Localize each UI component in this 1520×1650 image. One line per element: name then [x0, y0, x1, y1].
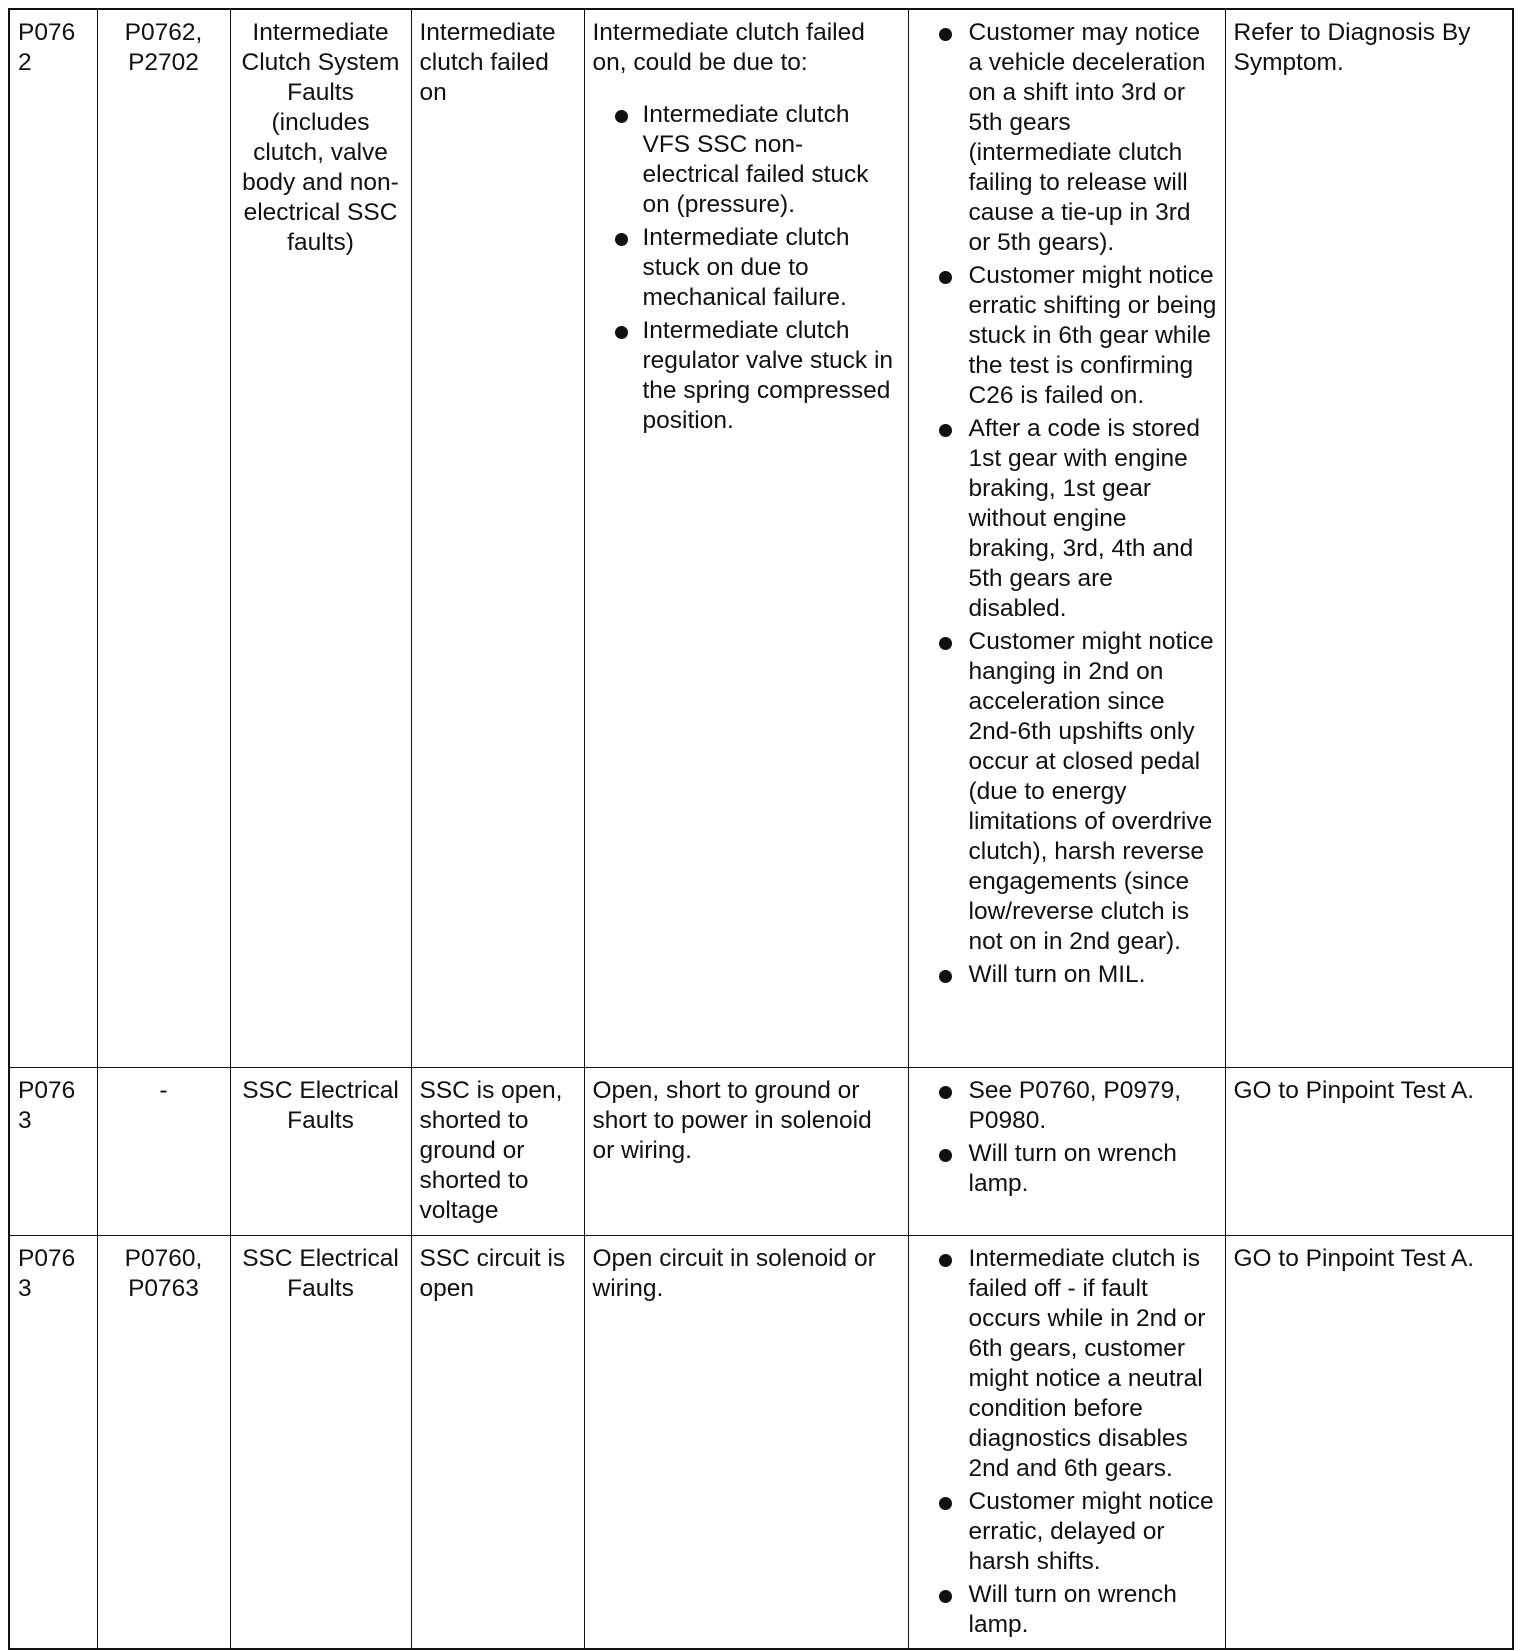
list-item: Will turn on MIL.	[917, 960, 1217, 990]
bullet-icon	[615, 110, 628, 123]
table-row	[9, 1067, 1513, 1235]
symptoms-cell	[908, 1067, 1225, 1235]
table-row	[9, 9, 1513, 1067]
category-cell: SSC Electrical Faults	[230, 1067, 411, 1235]
bullet-icon	[939, 1254, 952, 1267]
category-cell: Intermediate Clutch System Faults (includes clutch, valve body and non-electrical SSC faults)	[230, 9, 411, 1067]
bullet-icon	[615, 326, 628, 339]
list-item: Customer may notice a vehicle deceleration on a shift into 3rd or 5th gears (intermediate clutch failing to release will cause a tie-up in 3rd or 5th gears).	[917, 18, 1217, 258]
related-codes-cell: P0760, P0763	[97, 1235, 230, 1649]
list-item: Intermediate clutch stuck on due to mechanical failure.	[593, 223, 900, 313]
symptoms-cell	[908, 1235, 1225, 1649]
bullet-icon	[939, 1149, 952, 1162]
bullet-icon	[939, 1086, 952, 1099]
list-item: Customer might notice erratic, delayed or harsh shifts.	[917, 1487, 1217, 1577]
symptom-list	[917, 1244, 1217, 1640]
condition-cell: Intermediate clutch failed on	[411, 9, 584, 1067]
bullet-icon	[939, 424, 952, 437]
category-cell: SSC Electrical Faults	[230, 1235, 411, 1649]
bullet-icon	[615, 233, 628, 246]
list-item: Intermediate clutch regulator valve stuck in the spring compressed position.	[593, 316, 900, 436]
bullet-icon	[939, 1497, 952, 1510]
possible-cause-intro: Intermediate clutch failed on, could be due to:	[592, 19, 865, 76]
list-item: Intermediate clutch VFS SSC non-electrical failed stuck on (pressure).	[593, 100, 900, 220]
dtc-table	[8, 8, 1514, 1650]
symptom-list	[917, 1076, 1217, 1199]
list-item: Customer might notice hanging in 2nd on acceleration since 2nd-6th upshifts only occur at closed pedal (due to energy limitations of overdrive clutch), harsh reverse engagements (since low/reverse clutch is not on in 2nd gear).	[917, 627, 1217, 957]
symptoms-cell	[908, 9, 1225, 1067]
related-codes-cell: P0762, P2702	[97, 9, 230, 1067]
bullet-icon	[939, 271, 952, 284]
list-item: After a code is stored 1st gear with engine braking, 1st gear without engine braking, 3rd, 4th and 5th gears are disabled.	[917, 414, 1217, 624]
condition-cell: SSC circuit is open	[411, 1235, 584, 1649]
list-item: See P0760, P0979, P0980.	[917, 1076, 1217, 1136]
table-row	[9, 1235, 1513, 1649]
action-cell: GO to Pinpoint Test A.	[1225, 1067, 1513, 1235]
possible-cause-cell	[584, 9, 908, 1067]
symptom-list	[917, 18, 1217, 990]
related-codes-cell: -	[97, 1067, 230, 1235]
possible-cause-cell: Open circuit in solenoid or wiring.	[584, 1235, 908, 1649]
bullet-icon	[939, 970, 952, 983]
dtc-code-cell: P0762	[9, 9, 97, 1067]
bullet-icon	[939, 637, 952, 650]
possible-cause-list	[593, 100, 900, 436]
list-item: Intermediate clutch is failed off - if fault occurs while in 2nd or 6th gears, customer might notice a neutral condition before diagnostics disables 2nd and 6th gears.	[917, 1244, 1217, 1484]
dtc-code-cell: P0763	[9, 1235, 97, 1649]
bullet-icon	[939, 28, 952, 41]
action-cell: GO to Pinpoint Test A.	[1225, 1235, 1513, 1649]
bullet-icon	[939, 1590, 952, 1603]
condition-cell: SSC is open, shorted to ground or shorted to voltage	[411, 1067, 584, 1235]
possible-cause-cell: Open, short to ground or short to power in solenoid or wiring.	[584, 1067, 908, 1235]
list-item: Will turn on wrench lamp.	[917, 1580, 1217, 1640]
dtc-code-cell: P0763	[9, 1067, 97, 1235]
list-item: Will turn on wrench lamp.	[917, 1139, 1217, 1199]
action-cell: Refer to Diagnosis By Symptom.	[1225, 9, 1513, 1067]
list-item: Customer might notice erratic shifting or being stuck in 6th gear while the test is confirming C26 is failed on.	[917, 261, 1217, 411]
